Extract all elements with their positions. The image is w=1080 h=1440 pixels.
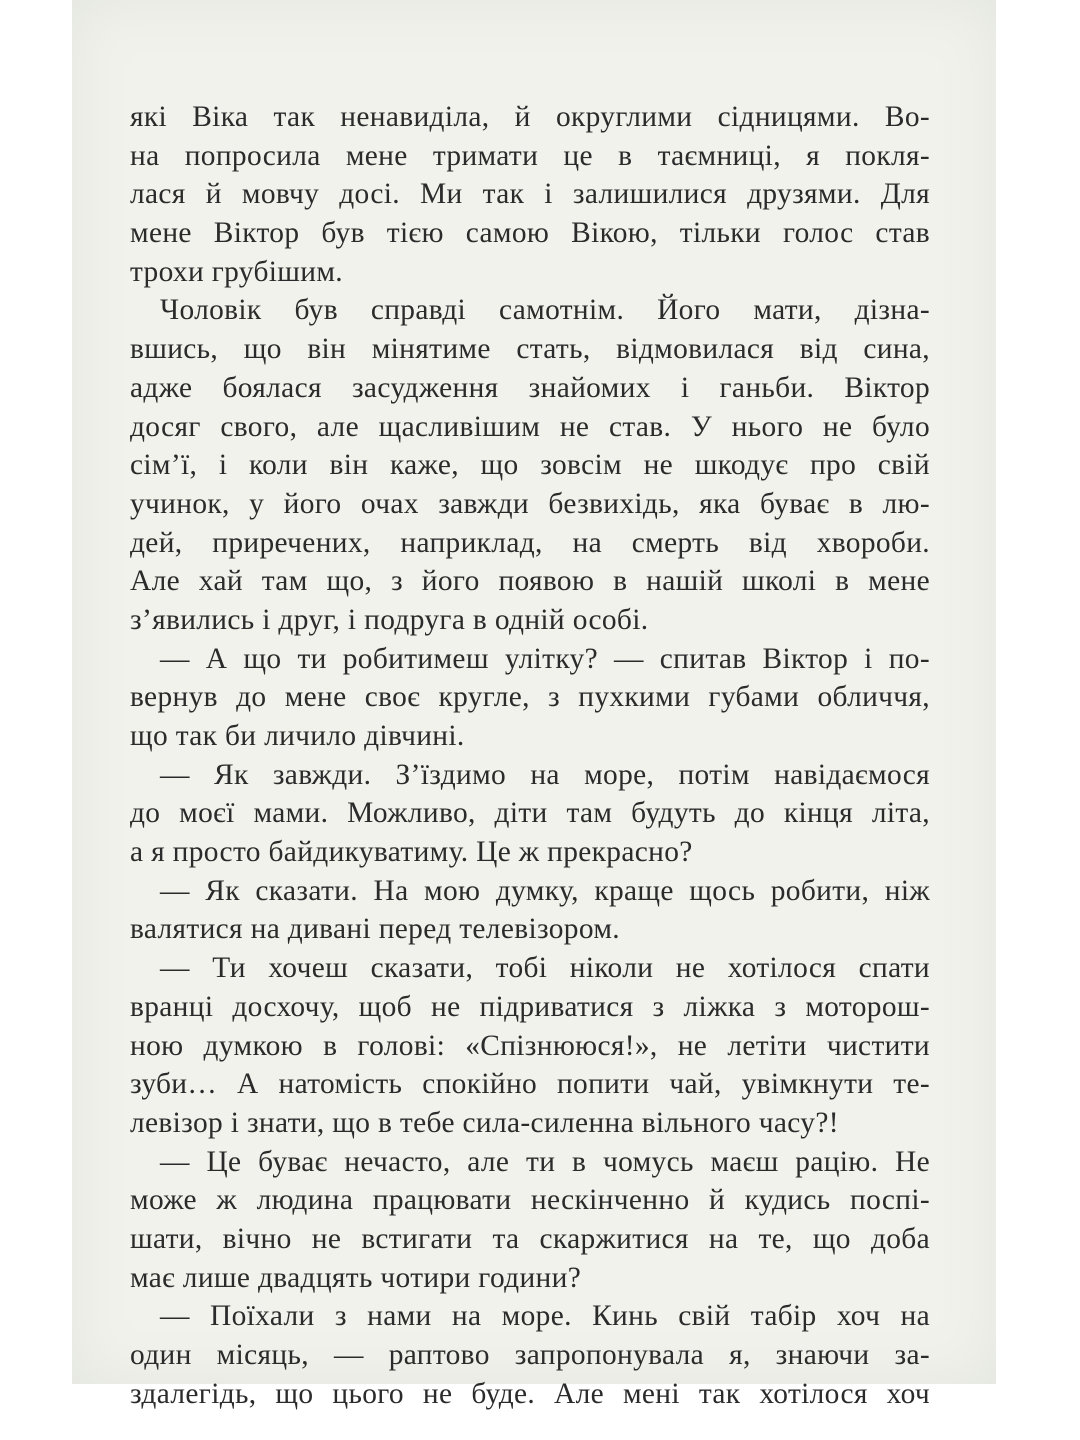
text-line: вернув до мене своє кругле, з пухкими губами обличчя, — [130, 681, 930, 714]
text-line: вранці досхочу, щоб не підриватися з ліжка з моторош- — [130, 990, 930, 1023]
text-line: лася й мовчу досі. Ми так і залишилися друзями. Для — [130, 178, 930, 211]
text-line: сім’ї, і коли він каже, що зовсім не шкодує про свій — [130, 449, 930, 482]
text-line: — Як завжди. З’їздимо на море, потім навідаємося — [160, 758, 930, 791]
text-line: левізор і знати, що в тебе сила-силенна вільного часу?! — [130, 1106, 839, 1139]
text-line: шати, вічно не встигати та скаржитися на те, що доба — [130, 1222, 930, 1255]
text-line: на попросила мене тримати це в таємниці, я покля- — [130, 139, 930, 172]
page-body-text — [130, 98, 930, 1413]
text-line: — Як сказати. На мою думку, краще щось робити, ніж — [160, 874, 930, 907]
text-line: Але хай там що, з його появою в нашій школі в мене — [130, 565, 930, 598]
text-line: учинок, у його очах завжди безвихідь, яка буває в лю- — [130, 487, 930, 520]
text-line: може ж людина працювати нескінченно й кудись поспі- — [130, 1184, 930, 1217]
text-line: які Віка так ненавиділа, й округлими сідницями. Во- — [130, 101, 930, 133]
text-line: з’явились і друг, і подруга в одній особі. — [130, 603, 649, 636]
text-line: один місяць, — раптово запропонувала я, знаючи за- — [130, 1339, 930, 1371]
text-line: вшись, що він мінятиме стать, відмовилася від сина, — [130, 333, 930, 366]
text-line: досяг свого, але щасливішим не став. У нього не було — [130, 410, 930, 443]
text-line: зуби… А натомість спокійно попити чай, увімкнути те- — [130, 1068, 930, 1101]
text-line: дей, приречених, наприклад, на смерть від хвороби. — [130, 526, 930, 559]
text-line: трохи грубішим. — [130, 255, 343, 288]
text-line: — А що ти робитимеш улітку? — спитав Віктор і по- — [160, 642, 930, 675]
text-line: валятися на дивані перед телевізором. — [130, 913, 620, 946]
text-line: має лише двадцять чотири години? — [130, 1261, 582, 1294]
text-line: — Поїхали з нами на море. Кинь свій табір хоч на — [160, 1300, 930, 1333]
text-line: ною думкою в голові: «Спізнююся!», не летіти чистити — [130, 1029, 930, 1062]
text-line: а я просто байдикуватиму. Це ж прекрасно? — [130, 836, 693, 869]
text-line: Чоловік був справді самотнім. Його мати, дізна- — [160, 294, 930, 327]
text-line: — Це буває нечасто, але ти в чомусь маєш рацію. Не — [160, 1145, 930, 1178]
text-line: що так би личило дівчині. — [130, 720, 465, 752]
text-line: мене Віктор був тією самою Вікою, тільки голос став — [130, 217, 930, 250]
book-page — [72, 0, 996, 1410]
text-line: здалегідь, що цього не буде. Але мені так хотілося хоч — [130, 1377, 930, 1410]
text-line: до моєї мами. Можливо, діти там будуть до кінця літа, — [130, 797, 930, 830]
text-line: адже боялася засудження знайомих і ганьби. Віктор — [130, 371, 930, 404]
text-line: — Ти хочеш сказати, тобі ніколи не хотілося спати — [160, 952, 930, 985]
